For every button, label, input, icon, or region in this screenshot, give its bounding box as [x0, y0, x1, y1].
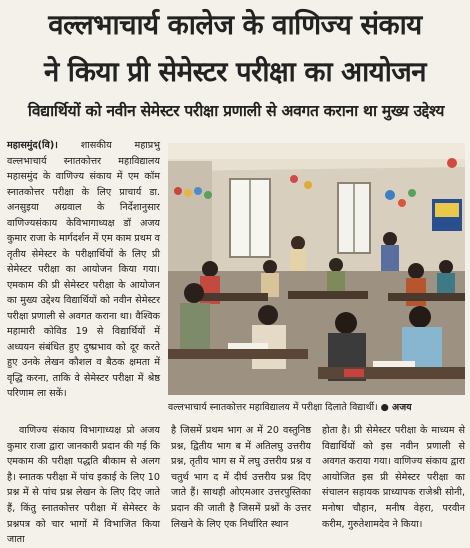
article-column-1-bottom: [7, 423, 160, 548]
article-column-1: [7, 138, 160, 402]
classroom-exam-photo: [168, 143, 465, 395]
article-photo: [168, 143, 465, 395]
article-paragraph-2-text: वाणिज्य संकाय विभागाध्यक्ष प्रो अजय कुमार राजा द्वारा जानकारी प्रदान की गई कि एमकाम की परीक्षा पद्धति बीकाम से अलग है। स्नातक परीक्षा में पांच इकाई के लिए 10 प्रश्न में से पांच प्रश्न लेखन के लिए दिए जाते हैं, किंतु स्नातकोत्तर परीक्षा में सेमेस्टर के प्रश्नपत्र को चार भागों में विभाजित किया जाता: [7, 425, 160, 546]
article-column-2: [171, 423, 311, 532]
photo-caption: [168, 401, 465, 415]
subheadline: विद्यार्थियों को नवीन सेमेस्टर परीक्षा प्रणाली से अवगत कराना था मुख्य उद्देश्य: [27, 102, 445, 120]
article-bottom: [7, 423, 465, 546]
article-column-2-text: है जिसमें प्रथम भाग अ में 20 वस्तुनिष्ठ प्रश्न, द्वितीय भाग ब में अतिलघु उत्तरीय प्रश्न, तृतीय भाग स में लघु उत्तरीय प्रश्न व चतुर्थ भाग द में दीर्घ उत्तरीय प्रश्न दिए जाते हैं। साथही ओएमआर उत्तरपुस्तिका प्रदान की जाती है जिसमें प्रश्नों के उत्तर लिखने के लिए एक निर्धारित स्थान: [171, 425, 311, 530]
photo-credit: ● अजय: [380, 402, 412, 413]
article-column-3: [322, 423, 465, 532]
headline-line-1: वल्लभाचार्य कालेज के वाणिज्य संकाय: [48, 9, 422, 41]
caption-text: वल्लभाचार्य स्नातकोत्तर महाविद्यालय में परीक्षा दिलाते विद्यार्थी।: [168, 402, 378, 413]
headline-line-2: ने किया प्री सेमेस्टर परीक्षा का आयोजन: [43, 56, 427, 88]
article-paragraph-2: [7, 423, 160, 548]
dateline: महासमुंद(वि)।: [7, 140, 58, 151]
article-paragraph-1-text: शासकीय महाप्रभु वल्लभाचार्य स्नातकोत्तर महाविद्यालय महासमुंद के वाणिज्य संकाय में एम कॉम स्नातकोत्तर परीक्षा के लिए प्राचार्य डा. अनसुइया अग्रवाल के निर्देशानुसार वाणिज्यसंकाय केविभागाध्यक्ष डॉ अजय कुमार राजा के मार्गदर्शन में एम काम प्रथम व तृतीय सेमेस्टर के परीक्षार्थियों के लिए प्री सेमेस्टर परीक्षा का आयोजन किया गया। एमकाम की प्री सेमेस्टर परीक्षा के आयोजन का मुख्य उद्देश्य विद्यार्थियों को नवीन सेमेस्टर परीक्षा प्रणाली से अवगत कराना था। वैश्विक महामारी कोविड 19 से विद्यार्थियों में अध्ययन संबंधित हुए दुष्प्रभाव को दूर करते हुए उनके लेखन कौशल व बैठक क्षमता में वृद्धि करना, ताकि वे सेमेस्टर परीक्षा में श्रेष्ठ परिणाम ला सकें।: [7, 140, 160, 399]
article-paragraph-1: [7, 138, 160, 402]
headline: [6, 2, 464, 96]
article-column-3-text: होता है। प्री सेमेस्टर परीक्षा के माध्यम से विद्यार्थियों को इस नवीन प्रणाली से अवगत कराया गया। वाणिज्य संकाय द्वारा आयोजित इस प्री सेमेस्टर परीक्षा का संचालन सहायक प्राध्यापक राजेश्री सोनी, मनोषा चौहान, मनीष वेहरा, परवीन करीम, गुरुतेशामदेव ने किया।: [322, 425, 465, 530]
